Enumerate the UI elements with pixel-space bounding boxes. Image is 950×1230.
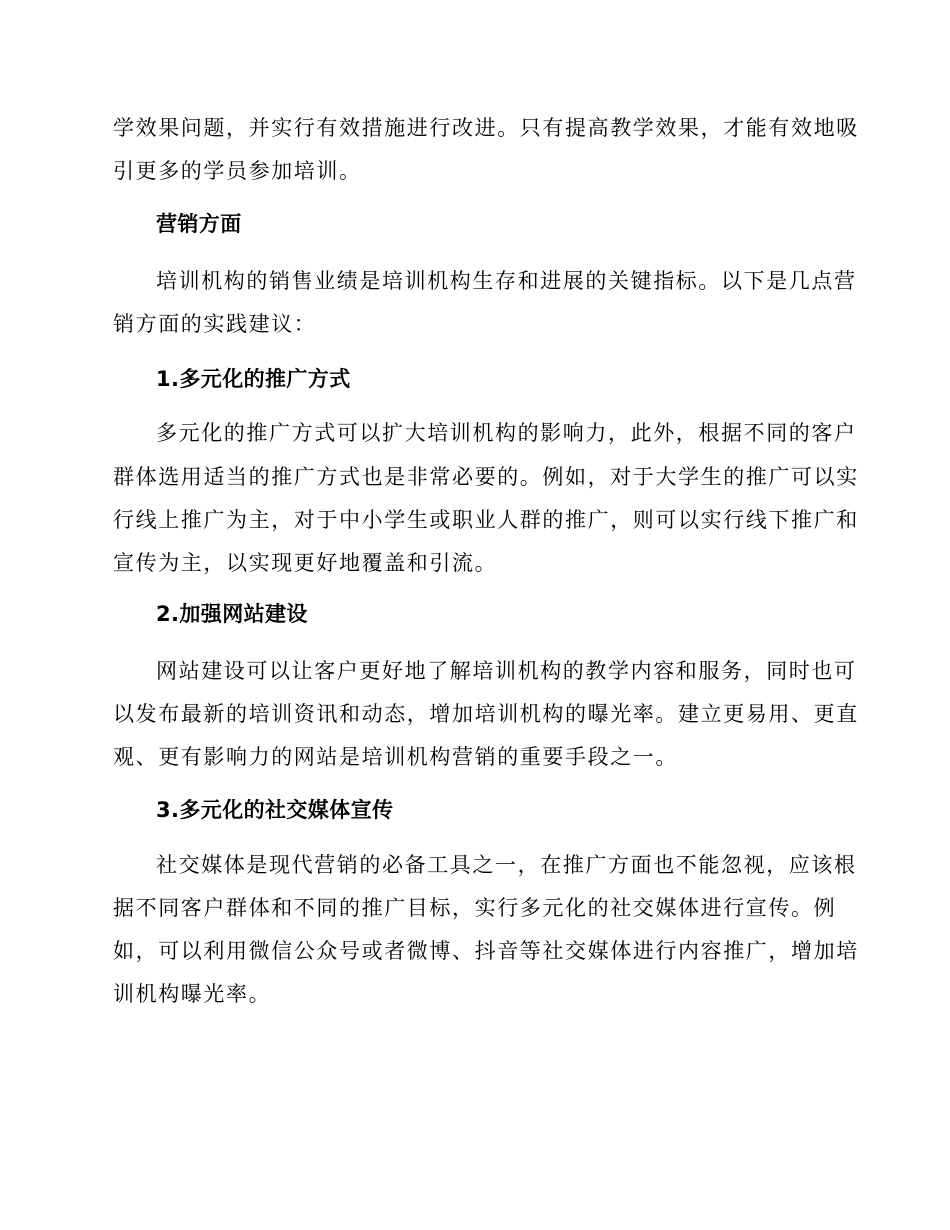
paragraph-line: 群体选用适当的推广方式也是非常必要的。例如，对于大学生的推广可以实 bbox=[113, 465, 859, 489]
paragraph-line: 观、更有影响力的网站是培训机构营销的重要手段之一。 bbox=[113, 745, 678, 769]
paragraph-line: 如，可以利用微信公众号或者微博、抖音等社交媒体进行内容推广，增加培 bbox=[113, 939, 859, 963]
section-heading: 营销方面 bbox=[156, 212, 242, 236]
paragraph-line: 宣传为主，以实现更好地覆盖和引流。 bbox=[113, 551, 498, 575]
paragraph-line: 以发布最新的培训资讯和动态，增加培训机构的曝光率。建立更易用、更直 bbox=[113, 702, 859, 726]
paragraph-line: 网站建设可以让客户更好地了解培训机构的教学内容和服务，同时也可 bbox=[156, 659, 857, 683]
paragraph-line: 引更多的学员参加培训。 bbox=[113, 159, 362, 183]
paragraph-line: 社交媒体是现代营销的必备工具之一，在推广方面也不能忽视，应该根 bbox=[156, 853, 857, 877]
subsection-heading: 1.多元化的推广方式 bbox=[156, 367, 351, 391]
paragraph-line: 训机构曝光率。 bbox=[113, 982, 272, 1006]
paragraph-line: 据不同客户群体和不同的推广目标，实行多元化的社交媒体进行宣传。例 bbox=[113, 896, 837, 920]
paragraph-line: 行线上推广为主，对于中小学生或职业人群的推广，则可以实行线下推广和 bbox=[113, 508, 859, 532]
subsection-heading: 3.多元化的社交媒体宣传 bbox=[156, 798, 394, 822]
paragraph-line: 多元化的推广方式可以扩大培训机构的影响力，此外，根据不同的客户 bbox=[156, 421, 857, 445]
paragraph-line: 销方面的实践建议： bbox=[113, 312, 317, 336]
paragraph-line: 培训机构的销售业绩是培训机构生存和进展的关键指标。以下是几点营 bbox=[156, 269, 857, 293]
paragraph-line: 学效果问题，并实行有效措施进行改进。只有提高教学效果，才能有效地吸 bbox=[113, 116, 859, 140]
subsection-heading: 2.加强网站建设 bbox=[156, 602, 308, 626]
